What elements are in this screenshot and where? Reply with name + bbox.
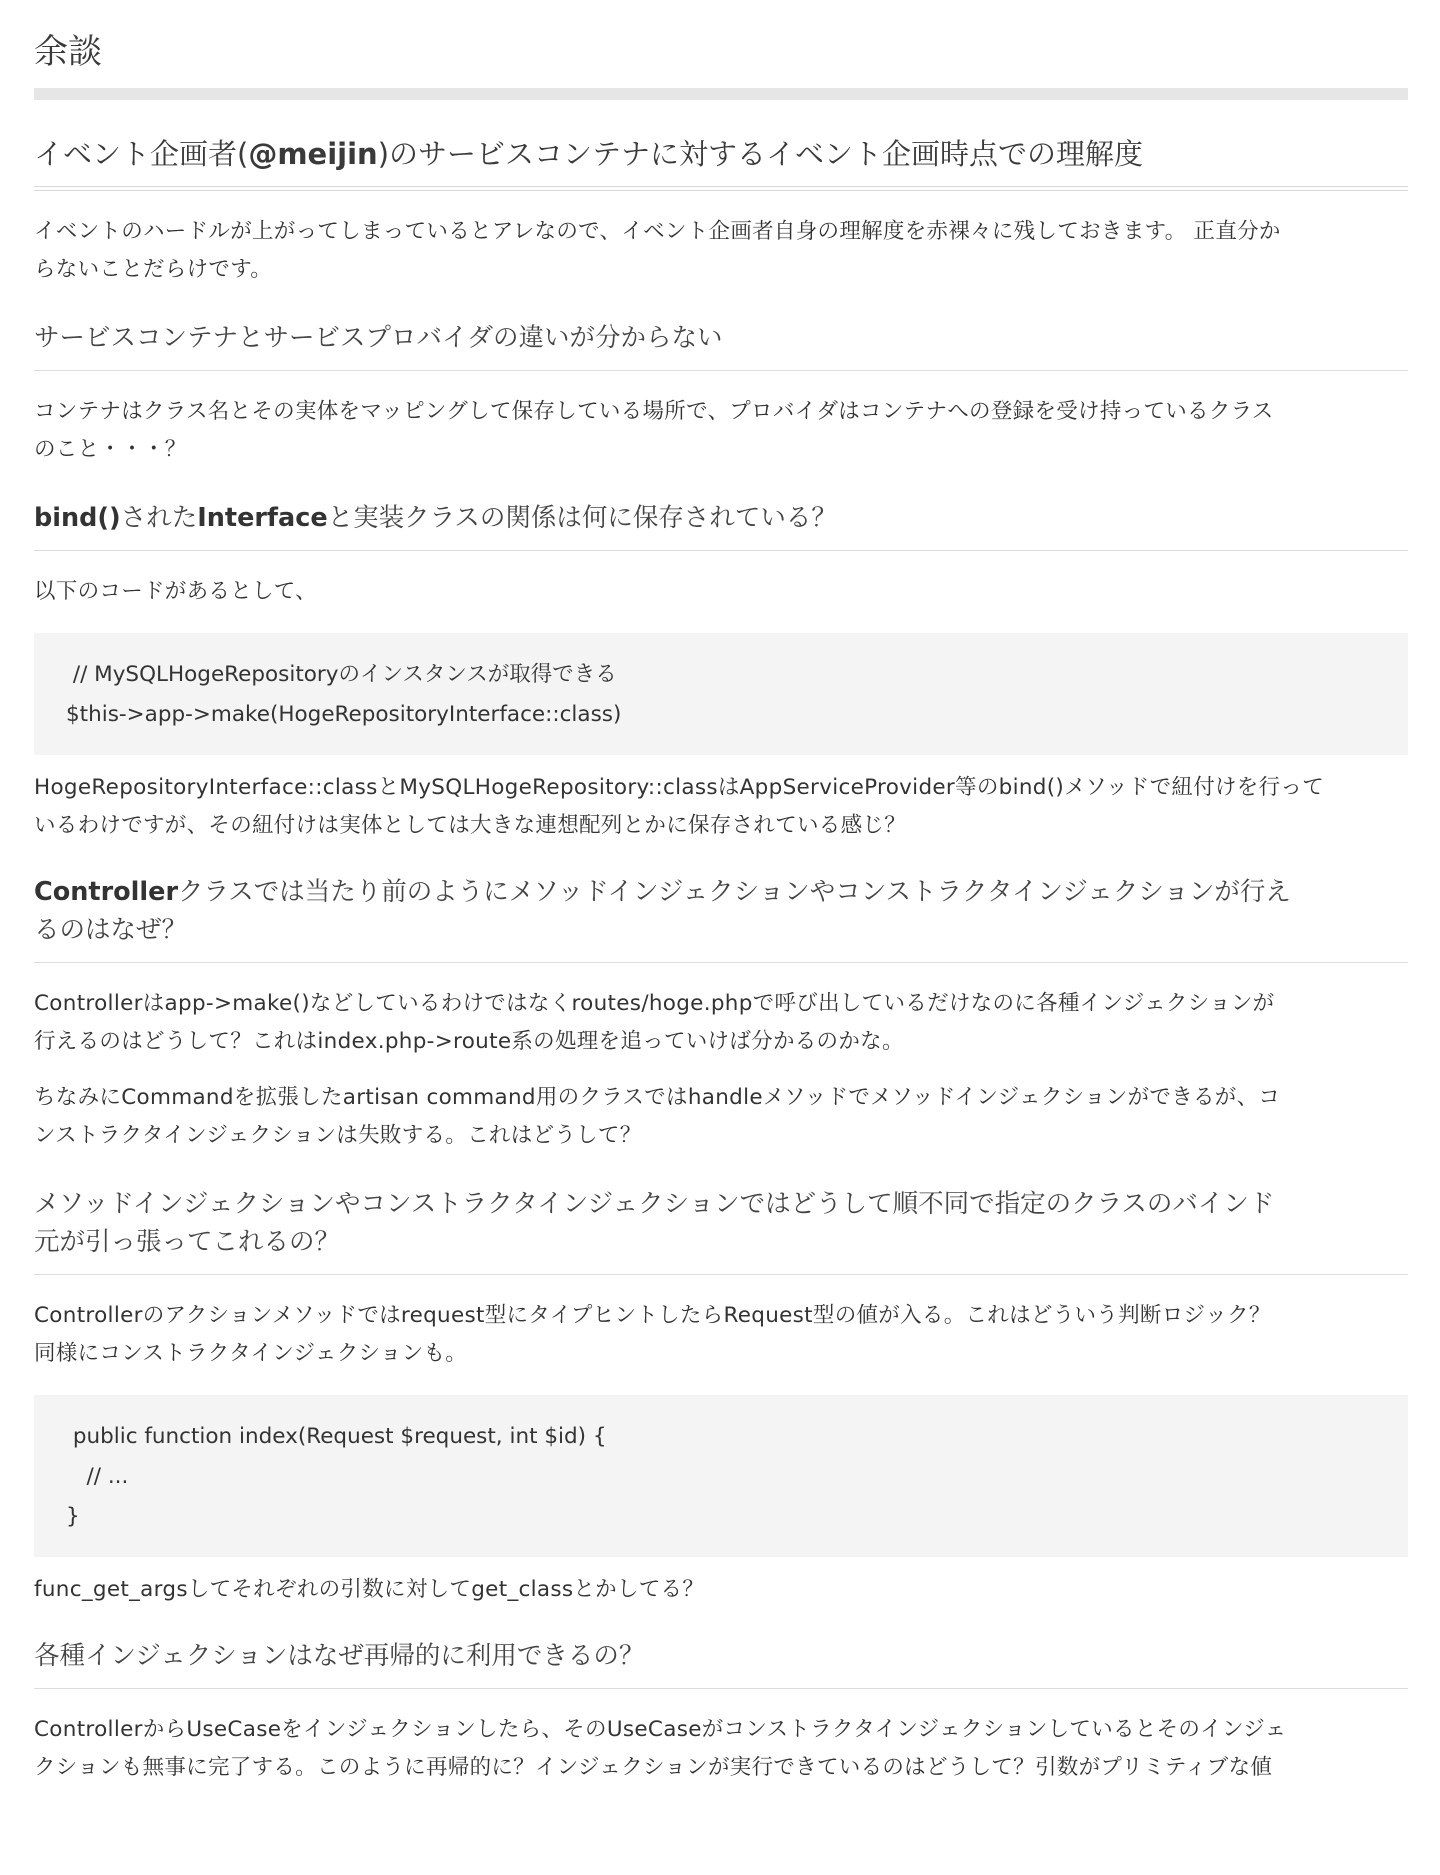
question-3-heading-controller: Controller xyxy=(34,877,179,907)
question-1-paragraph xyxy=(34,393,1408,469)
question-5-rule xyxy=(34,1688,1408,1689)
code-block-2 xyxy=(34,1395,1408,1557)
question-2-heading-bind: bind() xyxy=(34,503,121,533)
question-4-line-1: Controllerのアクションメソッドではrequest型にタイプヒントしたらRequest型の値が入る。これはどういう判断ロジック？ xyxy=(34,1303,1271,1328)
article-body xyxy=(34,0,1408,1787)
question-3-heading-line-1: クラスでは当たり前のようにメソッドインジェクションやコンストラクタインジェクションが行え xyxy=(178,877,1291,907)
question-2-heading-rest: と実装クラスの関係は何に保存されている？ xyxy=(327,503,837,533)
subsection-title xyxy=(34,100,1408,174)
question-3-p2-line-2: ンストラクタインジェクションは失敗する。これはどうして？ xyxy=(34,1123,642,1148)
question-4-heading xyxy=(34,1185,1408,1261)
question-2-after-line-2: いるわけですが、その紐付けは実体としては大きな連想配列とかに保存されている感じ？ xyxy=(34,813,907,838)
question-3-paragraph-1 xyxy=(34,985,1408,1061)
code-block-1-line-2: $this->app->make(HogeRepositoryInterface::class) xyxy=(66,702,622,727)
question-3-rule xyxy=(34,962,1408,963)
code-block-2-line-1: public function index(Request $request, int $id) { xyxy=(66,1424,607,1449)
question-3-heading xyxy=(34,873,1408,949)
question-4-heading-line-1: メソッドインジェクションやコンストラクタインジェクションではどうして順不同で指定のクラスのバインド xyxy=(34,1189,1275,1219)
question-1-heading: サービスコンテナとサービスプロバイダの違いが分からない xyxy=(34,323,723,353)
question-1-line-2: のこと・・・？ xyxy=(34,437,187,462)
question-3-p1-line-2: 行えるのはどうして？これはindex.php->route系の処理を追っていけば分かるのかな。 xyxy=(34,1029,904,1054)
question-4-line-2: 同様にコンストラクタインジェクションも。 xyxy=(34,1341,468,1366)
question-2-heading-interface: Interface xyxy=(197,503,328,533)
intro-paragraph xyxy=(34,213,1408,289)
section-title: 余談 xyxy=(34,32,102,72)
question-4-heading-line-2: 元が引っ張ってこれるの？ xyxy=(34,1227,341,1257)
subsection-title-suffix: )のサービスコンテナに対するイベント企画時点での理解度 xyxy=(377,137,1144,171)
subsection-title-handle: @meijin xyxy=(248,137,378,171)
question-3-heading-line-2: るのはなぜ？ xyxy=(34,915,188,945)
question-2-lead: 以下のコードがあるとして、 xyxy=(34,579,317,604)
question-2-after-line-1: HogeRepositoryInterface::classとMySQLHogeRepository::classはAppServiceProvider等のbind()メソッドで紐付けを行って xyxy=(34,775,1325,800)
code-block-2-line-3: } xyxy=(66,1504,80,1529)
question-5-line-1: ControllerからUseCaseをインジェクションしたら、そのUseCaseがコンストラクタインジェクションしているとそのインジェ xyxy=(34,1717,1287,1742)
intro-line-2: らないことだらけです。 xyxy=(34,257,273,282)
question-3-p1-line-1: Controllerはapp->make()などしているわけではなくroutes/hoge.phpで呼び出しているだけなのに各種インジェクションが xyxy=(34,991,1275,1016)
subsection-title-rule xyxy=(34,186,1408,191)
question-2-rule xyxy=(34,550,1408,551)
question-3-paragraph-2 xyxy=(34,1079,1408,1155)
code-block-1 xyxy=(34,633,1408,755)
question-3-p2-line-1: ちなみにCommandを拡張したartisan command用のクラスではhandleメソッドでメソッドインジェクションができるが、コ xyxy=(34,1085,1281,1110)
question-1-rule xyxy=(34,370,1408,371)
question-4-paragraph xyxy=(34,1297,1408,1373)
question-5-line-2: クションも無事に完了する。このように再帰的に？インジェクションが実行できているのはどうして？引数がプリミティブな値 xyxy=(34,1755,1273,1780)
question-2-heading xyxy=(34,499,1408,537)
question-4-rule xyxy=(34,1274,1408,1275)
question-5-paragraph xyxy=(34,1711,1408,1787)
section-title-underline xyxy=(34,88,1408,100)
subsection-title-prefix: イベント企画者( xyxy=(34,137,249,171)
question-1-line-1: コンテナはクラス名とその実体をマッピングして保存している場所で、プロバイダはコンテナへの登録を受け持っているクラス xyxy=(34,399,1274,424)
intro-line-1: イベントのハードルが上がってしまっているとアレなので、イベント企画者自身の理解度を赤裸々に残しておきます。 正直分か xyxy=(34,219,1281,244)
question-5-heading: 各種インジェクションはなぜ再帰的に利用できるの？ xyxy=(34,1641,645,1671)
code-block-2-line-2: // ... xyxy=(66,1464,129,1489)
code-block-1-line-1: // MySQLHogeRepositoryのインスタンスが取得できる xyxy=(66,662,617,687)
question-2-heading-mid: された xyxy=(120,503,198,533)
question-4-after: func_get_argsしてそれぞれの引数に対してget_classとかしてる？ xyxy=(34,1577,705,1602)
question-2-after-paragraph xyxy=(34,769,1408,845)
